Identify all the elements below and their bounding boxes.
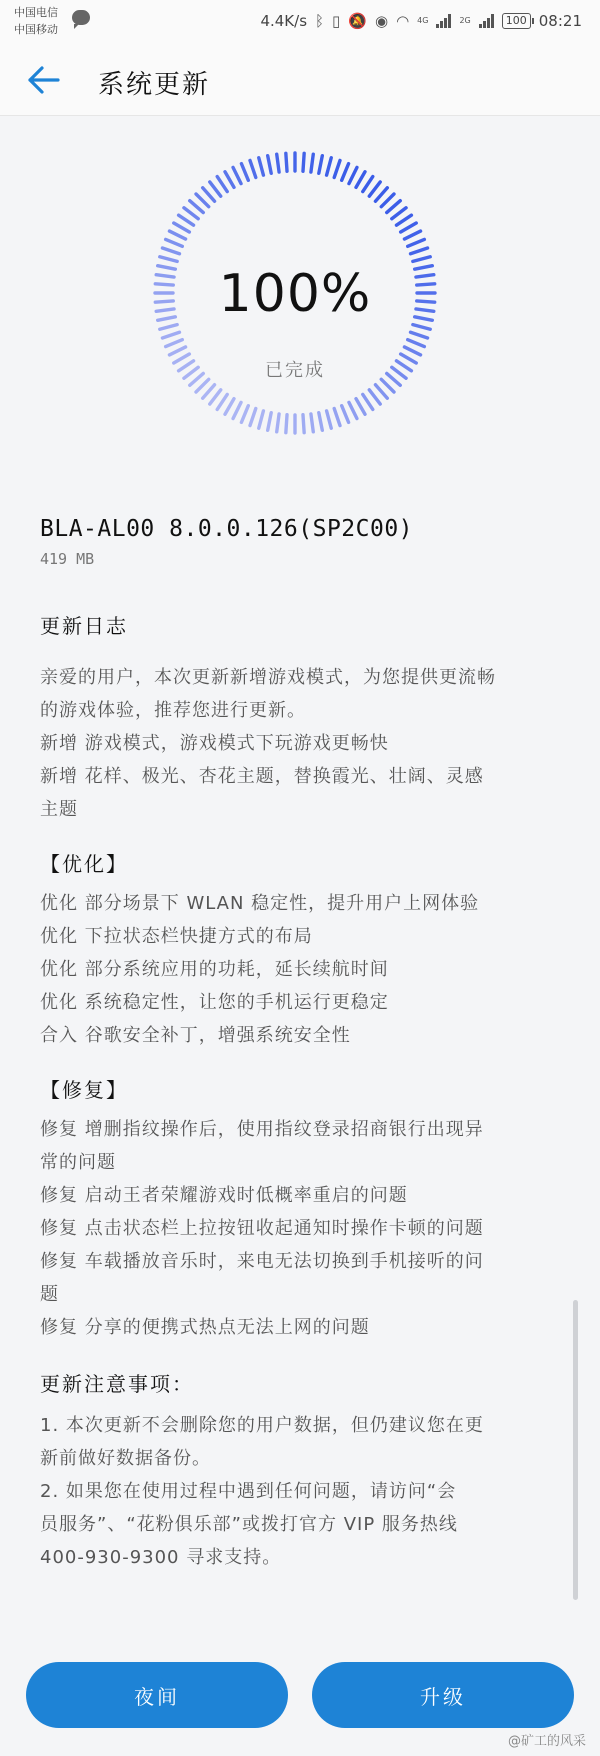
progress-tick [259, 158, 264, 175]
progress-tick [286, 153, 287, 171]
progress-tick [225, 172, 234, 188]
progress-tick [413, 325, 430, 330]
progress-tick [210, 390, 221, 404]
list-item: 修复 点击状态栏上拉按钮收起通知时操作卡顿的问题 [40, 1218, 484, 1239]
network-type-2: 2G [459, 16, 471, 25]
progress-tick [160, 325, 177, 330]
progress-tick [250, 160, 256, 177]
app-bar [0, 44, 600, 116]
watermark: @矿工的风采 [507, 1734, 586, 1749]
progress-tick [381, 194, 394, 207]
bluetooth-icon: ᛒ [315, 12, 325, 30]
clock: 08:21 [538, 12, 582, 30]
changelog-line: 新增 花样、极光、杏花主题，替换霞光、壮阔、灵感 [40, 766, 484, 787]
progress-tick [363, 177, 373, 192]
update-details [40, 516, 560, 1574]
wifi-icon: ◠ [396, 12, 410, 30]
progress-tick [349, 167, 357, 183]
progress-tick [196, 194, 209, 207]
signal-1-icon [436, 14, 451, 28]
progress-tick [166, 340, 183, 347]
changelog-title: 更新日志 [40, 614, 128, 638]
progress-tick [342, 406, 349, 423]
progress-ring [150, 148, 440, 438]
progress-tick [169, 347, 185, 355]
list-item: 常的问题 [40, 1152, 116, 1173]
list-item: 修复 分享的便携式热点无法上网的问题 [40, 1317, 370, 1338]
list-item: 2. 如果您在使用过程中遇到任何问题，请访问“会 [40, 1481, 457, 1502]
progress-tick [268, 156, 272, 174]
status-bar [0, 0, 600, 44]
progress-tick [277, 154, 279, 172]
progress-tick [408, 239, 425, 246]
carrier-2: 中国移动 [14, 23, 58, 36]
optimization-list [40, 887, 560, 1052]
progress-tick [277, 414, 279, 432]
battery-level: 100 [505, 14, 527, 27]
fix-title: 【修复】 [40, 1078, 128, 1102]
package-version: BLA-AL00 8.0.0.126(SP2C00) [40, 516, 414, 542]
changelog-line: 亲爱的用户，本次更新新增游戏模式，为您提供更流畅 [40, 667, 496, 688]
progress-tick [259, 411, 264, 428]
scrollbar[interactable] [573, 1300, 578, 1600]
progress-tick [303, 415, 304, 433]
eye-comfort-icon: ◉ [374, 12, 389, 30]
vibrate-icon: ▯ [332, 12, 341, 30]
list-item: 优化 部分场景下 WLAN 稳定性，提升用户上网体验 [40, 893, 480, 914]
progress-tick [404, 347, 420, 355]
progress-tick [363, 394, 373, 409]
progress-tick [401, 223, 417, 232]
progress-tick [179, 215, 194, 225]
progress-tick [327, 411, 332, 428]
progress-tick [184, 208, 198, 219]
progress-tick [327, 158, 332, 175]
progress-tick [203, 188, 215, 202]
progress-tick [286, 415, 287, 433]
progress-tick [241, 406, 248, 423]
network-type-1: 4G [417, 16, 429, 25]
carrier-info [14, 4, 58, 38]
progress-tick [387, 201, 401, 213]
progress-tick [404, 231, 420, 239]
night-mode-button[interactable]: 夜间 [26, 1662, 288, 1728]
progress-tick [369, 182, 380, 196]
changelog-line: 新增 游戏模式，游戏模式下玩游戏更畅快 [40, 733, 389, 754]
progress-tick [411, 248, 428, 254]
message-icon [72, 10, 90, 25]
progress-tick [375, 385, 387, 399]
progress-tick [233, 167, 241, 183]
progress-tick [190, 201, 204, 213]
optimization-title: 【优化】 [40, 852, 128, 876]
signal-2-icon [479, 14, 494, 28]
mute-icon: 🔕 [348, 12, 367, 30]
progress-tick [396, 215, 411, 225]
upgrade-button[interactable]: 升级 [312, 1662, 574, 1728]
fix-list [40, 1113, 560, 1344]
progress-tick [392, 208, 406, 219]
progress-tick [356, 399, 365, 415]
list-item: 合入 谷歌安全补丁，增强系统安全性 [40, 1025, 351, 1046]
changelog-intro [40, 661, 560, 826]
progress-tick [169, 231, 185, 239]
network-speed: 4.4K/s [260, 12, 308, 30]
page-title: 系统更新 [98, 70, 211, 100]
progress-status: 已完成 [265, 360, 325, 381]
progress-tick [413, 257, 430, 262]
progress-tick [369, 390, 380, 404]
progress-tick [160, 257, 177, 262]
progress-tick [342, 164, 349, 181]
list-item: 优化 系统稳定性，让您的手机运行更稳定 [40, 992, 389, 1013]
list-item: 400-930-9300 寻求支持。 [40, 1547, 282, 1568]
list-item: 修复 车载播放音乐时，来电无法切换到手机接听的问 [40, 1251, 484, 1272]
progress-tick [303, 153, 304, 171]
progress-tick [210, 182, 221, 196]
list-item: 优化 部分系统应用的功耗，延长续航时间 [40, 959, 389, 980]
status-icons [260, 8, 582, 34]
progress-tick [233, 402, 241, 418]
notes-list [40, 1409, 560, 1574]
list-item: 新前做好数据备份。 [40, 1448, 211, 1469]
progress-tick [334, 409, 340, 426]
progress-tick [311, 154, 313, 172]
changelog-line: 主题 [40, 799, 78, 820]
progress-tick [408, 340, 425, 347]
progress-percent: 100% [218, 264, 372, 324]
list-item: 修复 启动王者荣耀游戏时低概率重启的问题 [40, 1185, 408, 1206]
notes-title: 更新注意事项： [40, 1372, 194, 1396]
progress-tick [217, 177, 227, 192]
carrier-1: 中国电信 [14, 6, 58, 19]
progress-tick [250, 409, 256, 426]
progress-tick [319, 413, 323, 431]
back-button[interactable] [24, 60, 64, 100]
list-item: 1. 本次更新不会删除您的用户数据，但仍建议您在更 [40, 1415, 484, 1436]
progress-tick [375, 188, 387, 202]
progress-tick [162, 248, 179, 254]
progress-tick [349, 402, 357, 418]
progress-tick [411, 332, 428, 338]
package-size: 419 MB [40, 550, 95, 568]
progress-tick [268, 413, 272, 431]
progress-tick [356, 172, 365, 188]
list-item: 修复 增删指纹操作后，使用指纹登录招商银行出现异 [40, 1119, 484, 1140]
list-item: 员服务”、“花粉俱乐部”或拨打官方 VIP 服务热线 [40, 1514, 458, 1535]
arrow-left-icon [24, 60, 64, 100]
progress-tick [334, 160, 340, 177]
changelog-line: 的游戏体验，推荐您进行更新。 [40, 700, 306, 721]
list-item: 优化 下拉状态栏快捷方式的布局 [40, 926, 313, 947]
progress-tick [217, 394, 227, 409]
progress-tick [174, 223, 190, 232]
progress-tick [166, 239, 183, 246]
progress-tick [319, 156, 323, 174]
progress-tick [311, 414, 313, 432]
progress-tick [162, 332, 179, 338]
progress-tick [241, 164, 248, 181]
progress-tick [225, 399, 234, 415]
progress-tick [203, 385, 215, 399]
battery-icon [502, 13, 531, 29]
list-item: 题 [40, 1284, 59, 1305]
